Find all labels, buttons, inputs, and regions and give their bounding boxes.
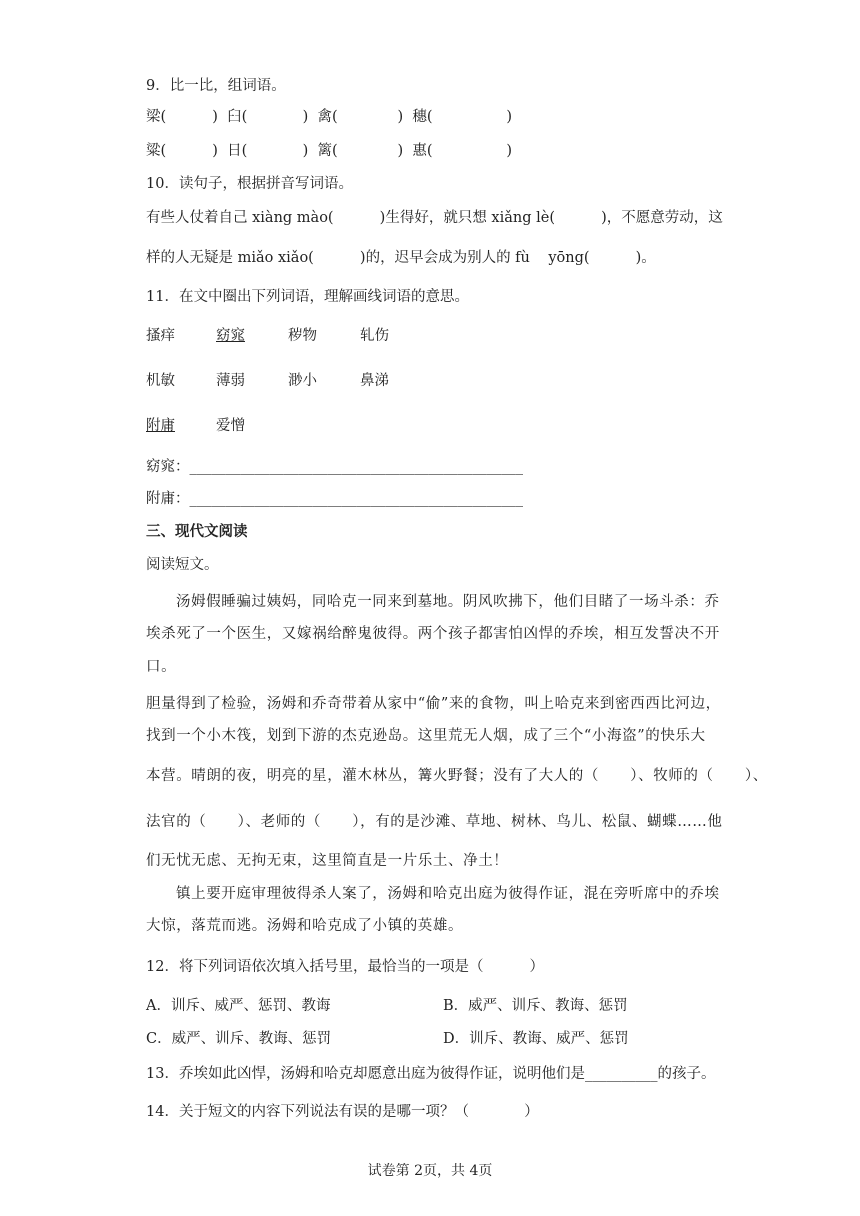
q10-title: 10．读句子，根据拼音写词语。 xyxy=(146,176,353,192)
option-b: B．威严、训斥、教诲、惩罚 xyxy=(443,998,628,1014)
passage-line: 本营。晴朗的夜，明亮的星，灌木林丛，篝火野餐；没有了大人的（ ）、牧师的（ ）、 xyxy=(146,768,768,784)
q14-text: 14．关于短文的内容下列说法有误的是哪一项？（ ） xyxy=(146,1104,539,1120)
word-item: 薄弱 xyxy=(216,373,245,389)
word-item-underlined: 窈窕 xyxy=(216,328,245,344)
passage-line: 找到一个小木筏，划到下游的杰克逊岛。这里荒无人烟，成了三个“小海盗”的快乐大 xyxy=(146,728,706,744)
word-item: 轧伤 xyxy=(360,328,389,344)
q12-title: 12．将下列词语依次填入括号里，最恰当的一项是（ ） xyxy=(146,959,545,975)
passage-line: 大惊，落荒而逃。汤姆和哈克成了小镇的英雄。 xyxy=(146,918,464,934)
passage-line: 们无忧无虑、无拘无束，这里简直是一片乐土、净土！ xyxy=(146,853,509,869)
q9-row1: 梁( ) 臼( ) 禽( ) 穗( ) xyxy=(146,109,512,125)
option-a: A．训斥、威严、惩罚、教诲 xyxy=(146,998,331,1014)
passage-line: 镇上要开庭审理彼得杀人案了，汤姆和哈克出庭为彼得作证，混在旁听席中的乔埃 xyxy=(176,886,720,902)
reading-intro: 阅读短文。 xyxy=(146,557,219,573)
q10-line2: 样的人无疑是 miǎo xiǎo( )的，迟早会成为别人的 fù yōng( )。 xyxy=(146,250,656,266)
passage-line: 埃杀死了一个医生，又嫁祸给醉鬼彼得。两个孩子都害怕凶悍的乔埃，相互发誓决不开 xyxy=(146,626,720,642)
passage-line: 法官的（ ）、老师的（ ），有的是沙滩、草地、树林、鸟儿、松鼠、蝴蝶……他 xyxy=(146,814,723,830)
word-item: 机敏 xyxy=(146,373,175,389)
answer-line-fuyong: 附庸：______________________________________________ xyxy=(146,491,523,507)
page-footer: 试卷第 2页，共 4页 xyxy=(367,1163,493,1179)
word-item: 搔痒 xyxy=(146,328,175,344)
q9-title: 9．比一比，组词语。 xyxy=(146,78,286,94)
q9-row2: 粱( ) 日( ) 篱( ) 惠( ) xyxy=(146,143,512,159)
answer-line-yaotiao: 窈窕：______________________________________________ xyxy=(146,459,523,475)
q11-title: 11．在文中圈出下列词语，理解画线词语的意思。 xyxy=(146,289,469,305)
word-item: 鼻涕 xyxy=(360,373,389,389)
option-c: C．威严、训斥、教诲、惩罚 xyxy=(146,1031,332,1047)
word-item: 渺小 xyxy=(288,373,317,389)
option-d: D．训斥、教诲、威严、惩罚 xyxy=(443,1031,629,1047)
q13-text: 13．乔埃如此凶悍，汤姆和哈克却愿意出庭为彼得作证，说明他们是__________的孩子。 xyxy=(146,1066,716,1082)
passage-line: 胆量得到了检验，汤姆和乔奇带着从家中“偷”来的食物，叫上哈克来到密西西比河边， xyxy=(146,696,721,712)
section-heading: 三、现代文阅读 xyxy=(146,523,248,540)
word-item-underlined: 附庸 xyxy=(146,418,175,434)
word-item: 爱憎 xyxy=(216,418,245,434)
word-item: 秽物 xyxy=(288,328,317,344)
q10-line1: 有些人仗着自己 xiàng mào( )生得好，就只想 xiǎng lè( )，不愿意劳动，这 xyxy=(146,210,723,226)
passage-line: 汤姆假睡骗过姨妈，同哈克一同来到墓地。阴风吹拂下，他们目睹了一场斗杀：乔 xyxy=(176,594,720,610)
passage-line: 口。 xyxy=(146,659,177,675)
